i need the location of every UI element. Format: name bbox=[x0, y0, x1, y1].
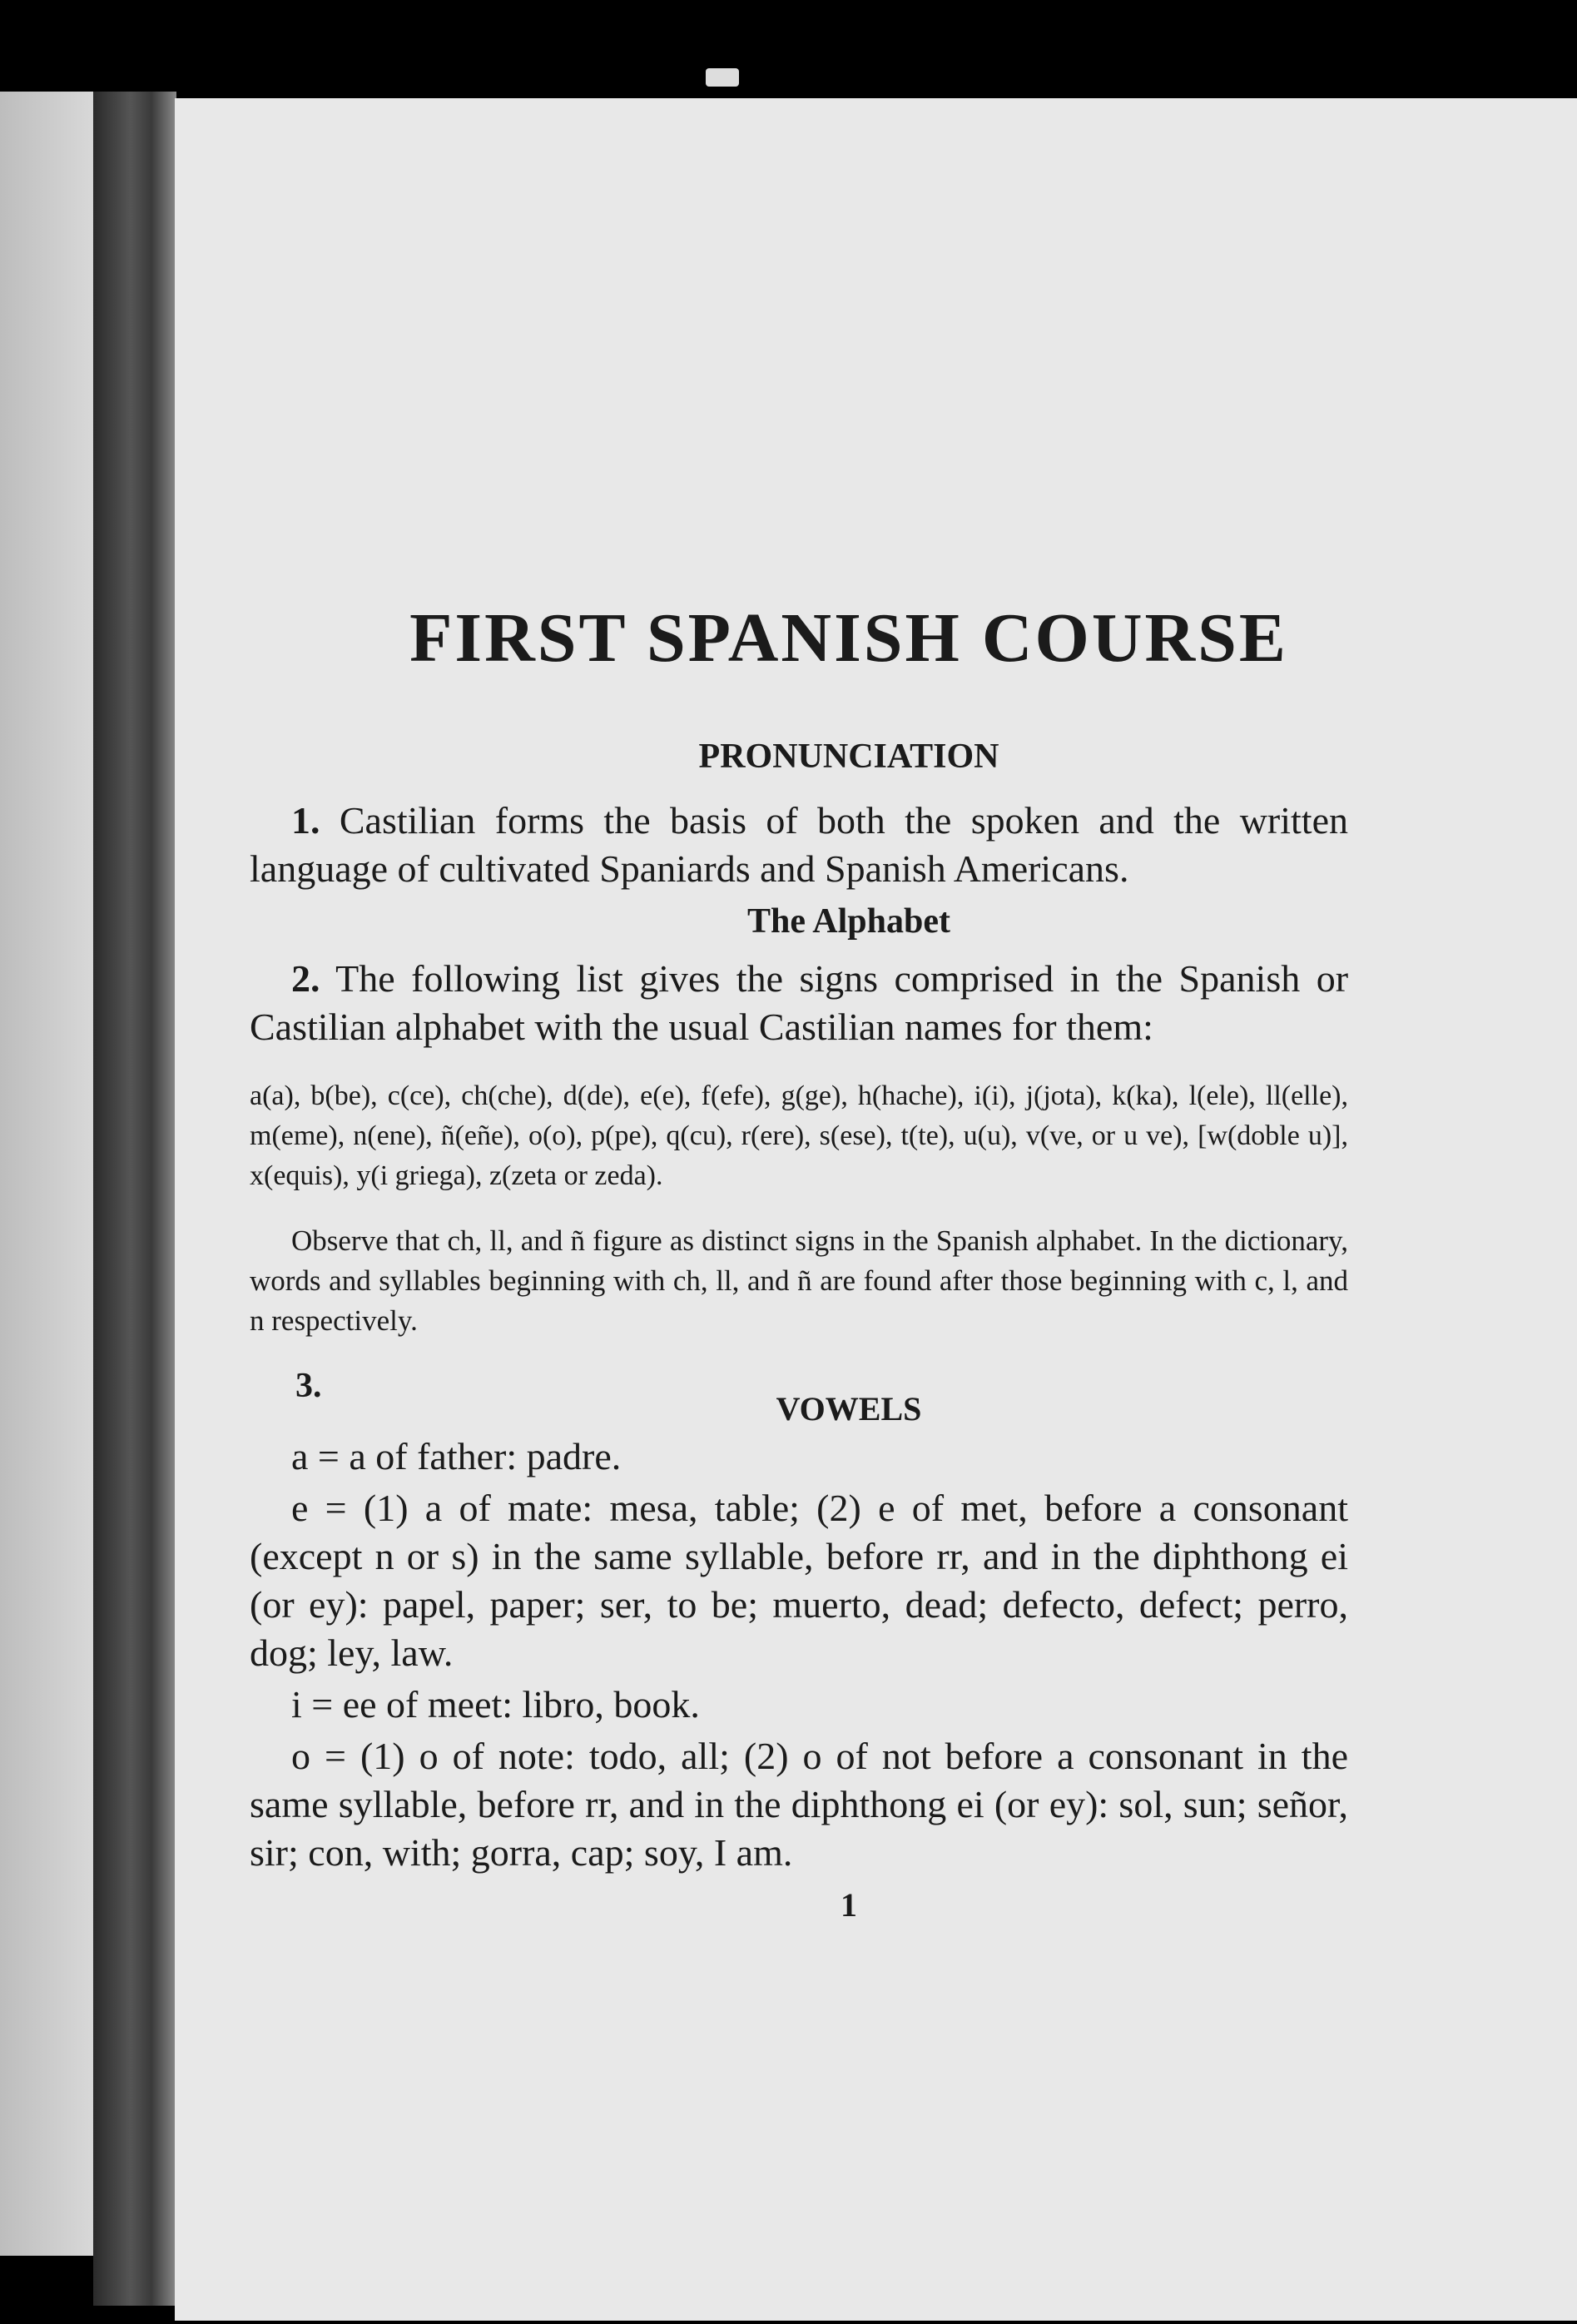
page-title: FIRST SPANISH COURSE bbox=[409, 599, 1288, 677]
vowels-heading: VOWELS bbox=[776, 1390, 922, 1428]
section-heading: PRONUNCIATION bbox=[698, 737, 999, 776]
alphabet-list: a(a), b(be), c(ce), ch(che), d(de), e(e), f(efe), g(ge), h(hache), i(i), j(jota), k(ka), l(ele), ll(elle), m(eme), n(ene), ñ(eñe), o(o), p(pe), q(cu), r(ere), s(ese), t(te), u(u), v(ve, or u ve), [w(doble u)], x(equis), y(i griega), z(zeta or zeda). bbox=[250, 1080, 1348, 1191]
vowel-a: a = a of father: padre. bbox=[291, 1435, 622, 1477]
page-number: 1 bbox=[841, 1886, 857, 1924]
paragraph-number: 2. bbox=[291, 957, 320, 1000]
book-spine bbox=[93, 92, 176, 2306]
vowel-o: o = (1) o of note: todo, all; (2) o of not before a consonant in the same syllable, before rr, and in the diphthong ei (or ey): sol, sun; señor, sir; con, with; gorra, cap; soy, I am. bbox=[250, 1735, 1348, 1874]
paragraph-number: 1. bbox=[291, 799, 320, 842]
alphabet-heading: The Alphabet bbox=[747, 902, 950, 941]
observe-note: Observe that ch, ll, and ñ figure as distinct signs in the Spanish alphabet. In the dictionary, words and syllables beginning with ch, ll, and ñ are found after those beginning with c, l, and n respectively. bbox=[250, 1224, 1348, 1337]
paragraph-2 bbox=[250, 955, 1348, 1051]
vowel-e: e = (1) a of mate: mesa, table; (2) e of met, before a consonant (except n or s) in the same syllable, before rr, and in the diphthong ei (or ey): papel, paper; ser, to be; muerto, dead; defecto, defect; perro, dog; ley, law. bbox=[250, 1487, 1348, 1674]
vowel-i: i = ee of meet: libro, book. bbox=[291, 1683, 700, 1726]
paragraph-text: Castilian forms the basis of both the spoken and the written language of cultivated Spaniards and Spanish Americans. bbox=[250, 799, 1349, 890]
book-page bbox=[175, 98, 1577, 2321]
paragraph-1 bbox=[250, 797, 1348, 893]
scan-mark bbox=[706, 68, 739, 87]
paragraph-text: The following list gives the signs comprised in the Spanish or Castilian alphabet with the usual Castilian names for them: bbox=[250, 957, 1349, 1048]
section-3-header bbox=[250, 1366, 1348, 1433]
paragraph-number: 3. bbox=[295, 1367, 322, 1405]
page-content bbox=[250, 598, 1348, 1924]
